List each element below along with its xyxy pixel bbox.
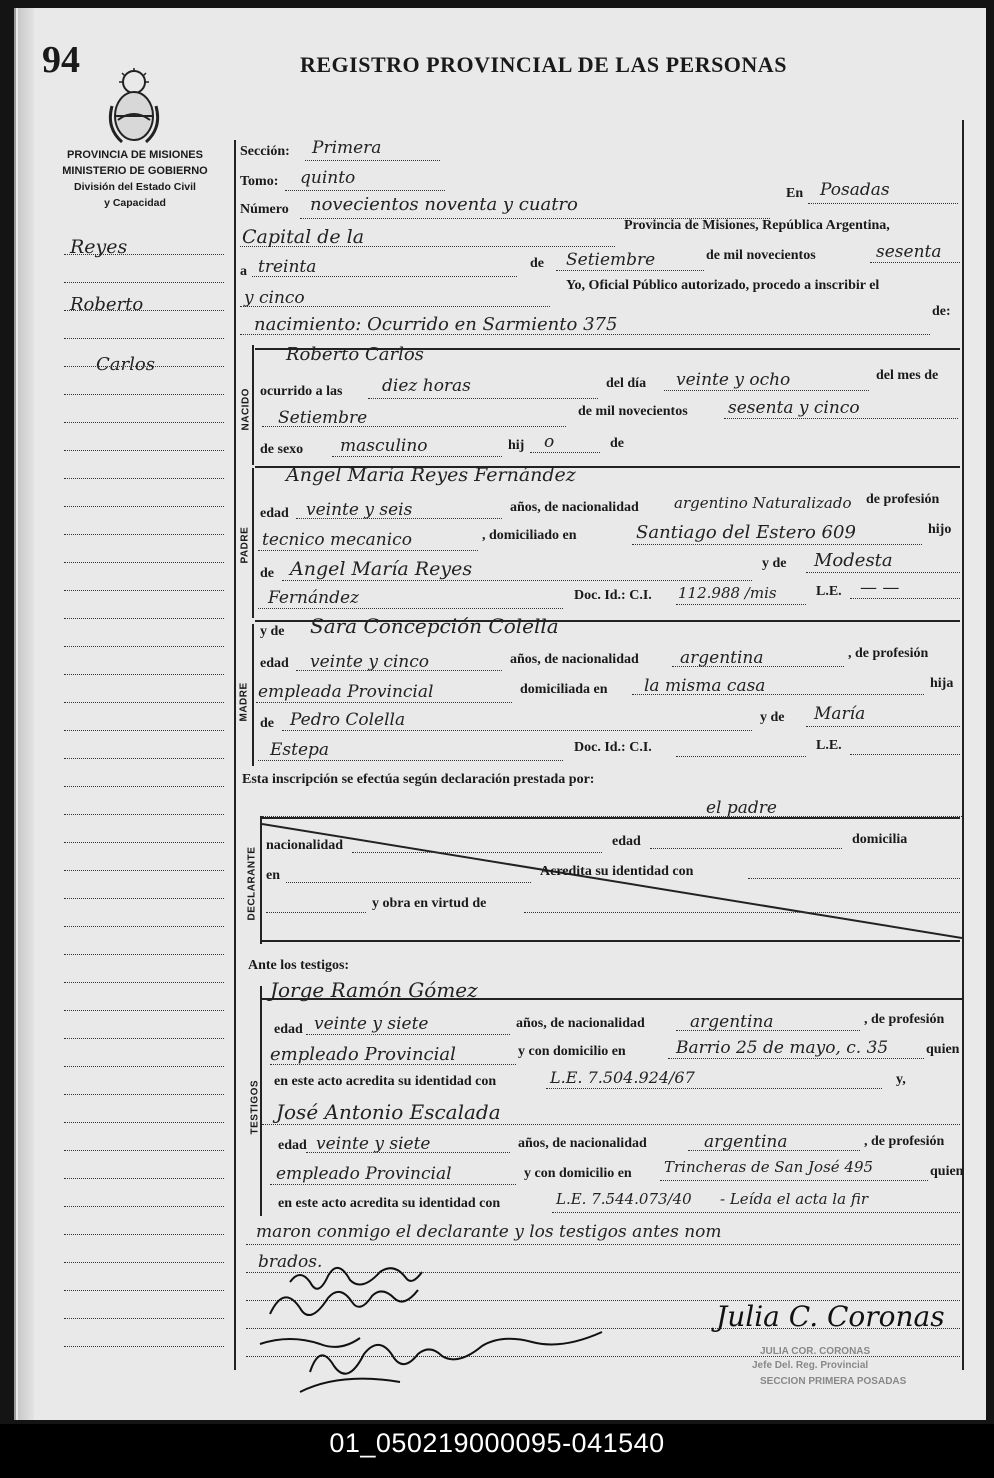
label-ocurrido: ocurrido a las [260, 384, 343, 399]
label-de-profesion-t2: , de profesión [864, 1134, 945, 1149]
padre-madre-2: Fernández [268, 588, 359, 608]
declarante-prestada-por: el padre [706, 798, 777, 818]
margin-rule [64, 870, 224, 871]
padre-madre-1: Modesta [814, 550, 893, 571]
label-de: de [530, 256, 544, 271]
margin-rule [64, 1010, 224, 1011]
margin-rule [64, 478, 224, 479]
label-anos-nac-t2: años, de nacionalidad [518, 1136, 647, 1151]
padre-domicilio: Santiago del Estero 609 [636, 522, 856, 543]
value-acta: nacimiento: Ocurrido en Sarmiento 375 [254, 314, 618, 335]
label-hija: hija [930, 676, 954, 691]
margin-rule [64, 1122, 224, 1123]
label-anos-nac-madre: años, de nacionalidad [510, 652, 639, 667]
madre-domicilio: la misma casa [644, 676, 766, 696]
value-mes: Setiembre [566, 250, 656, 270]
handwritten-signatures-icon [240, 1262, 660, 1412]
stamp-line-3: SECCION PRIMERA POSADAS [760, 1376, 907, 1387]
label-ante-testigos: Ante los testigos: [248, 958, 350, 973]
testigo2-domicilio: Trincheras de San José 495 [664, 1158, 874, 1176]
value-en: Posadas [820, 180, 890, 200]
margin-rule [64, 1178, 224, 1179]
label-provincia: Provincia de Misiones, República Argentina, [624, 218, 890, 233]
label-de-after-hij: de [610, 436, 624, 451]
testigo1-edad: veinte y siete [314, 1014, 429, 1034]
margin-rule [64, 338, 224, 339]
margin-rule [64, 366, 224, 367]
label-de-profesion-t1: , de profesión [864, 1012, 945, 1027]
testigo2-profesion: empleado Provincial [276, 1164, 452, 1184]
margin-rule [64, 646, 224, 647]
label-tomo: Tomo: [240, 174, 279, 189]
label-de-padre: de [260, 566, 274, 581]
stamp-line-1: JULIA COR. CORONAS [760, 1346, 871, 1357]
madre-box-rule [252, 624, 254, 766]
page-number: 94 [42, 39, 80, 81]
testigo2-nombre: José Antonio Escalada [276, 1100, 501, 1124]
margin-rule [64, 562, 224, 563]
margin-rule [64, 282, 224, 283]
margin-rule [64, 506, 224, 507]
testigo2-edad: veinte y siete [316, 1134, 431, 1154]
nacido-dia: veinte y ocho [676, 370, 791, 390]
declarante-top-rule [262, 817, 960, 819]
padre-nombre: Angel María Reyes Fernández [286, 464, 576, 486]
testigo1-nacionalidad: argentina [690, 1012, 774, 1032]
label-domicilia-dec: domicilia [852, 832, 908, 847]
label-y-con-dom-t2: y con domicilio en [524, 1166, 632, 1181]
label-anos-nac-padre: años, de nacionalidad [510, 500, 639, 515]
padre-box-rule [252, 468, 254, 618]
label-de-mil-2: de mil novecientos [578, 404, 688, 419]
margin-rule [64, 590, 224, 591]
label-y-t1: y, [896, 1072, 906, 1087]
label-le-padre: L.E. [816, 584, 842, 599]
side-label-madre: MADRE [238, 682, 250, 722]
main-vertical-rule [234, 140, 236, 1370]
nacido-mes: Setiembre [278, 408, 368, 428]
nacido-anio: sesenta y cinco [728, 398, 860, 418]
label-y-con-dom-t1: y con domicilio en [518, 1044, 626, 1059]
label-y-de-padre: y de [762, 556, 787, 571]
label-acredita-t1: en este acto acredita su identidad con [274, 1074, 497, 1089]
label-domiciliada-en: domiciliada en [520, 682, 608, 697]
madre-padre: Pedro Colella [290, 710, 406, 730]
margin-rule [64, 730, 224, 731]
label-inscripcion: Esta inscripción se efectúa según declaración prestada por: [242, 772, 595, 787]
label-en: En [786, 186, 804, 201]
label-en-dec: en [266, 868, 280, 883]
margin-rule [64, 842, 224, 843]
padre-le: — — [860, 578, 900, 598]
margin-rule [64, 982, 224, 983]
nacido-box-rule [252, 345, 254, 465]
value-anio-2: y cinco [244, 288, 305, 308]
margin-rule [64, 702, 224, 703]
margin-rule [64, 1038, 224, 1039]
margin-rule [64, 254, 224, 255]
padre-padre: Angel María Reyes [290, 558, 473, 580]
value-numero: novecientos noventa y cuatro [310, 194, 578, 215]
oficial-signature: Julia C. Coronas [716, 1300, 945, 1333]
madre-madre-1: María [814, 704, 866, 724]
label-hijo: hijo [928, 522, 952, 537]
margin-rule [64, 1346, 224, 1347]
margin-rule [64, 758, 224, 759]
label-quien-t1: quien [926, 1042, 960, 1057]
margin-rule [64, 422, 224, 423]
margin-second-name: Carlos [96, 354, 155, 375]
label-del-mes: del mes de [876, 368, 939, 383]
margin-rule [64, 534, 224, 535]
label-a: a [240, 264, 247, 279]
label-de-profesion-padre: de profesión [866, 492, 940, 507]
margin-rule [64, 1206, 224, 1207]
division-text-1: División del Estado Civil [74, 181, 196, 193]
testigo1-documento: L.E. 7.504.924/67 [550, 1068, 695, 1087]
margin-rule [64, 394, 224, 395]
label-yo-oficial: Yo, Oficial Público autorizado, procedo a inscribir el [566, 278, 880, 293]
label-quien-t2: quien [930, 1164, 964, 1179]
label-seccion: Sección: [240, 144, 290, 159]
division-text-2: y Capacidad [104, 197, 166, 209]
margin-rule [64, 450, 224, 451]
label-acredita-dec: Acredita su identidad con [540, 864, 694, 879]
label-domiciliado-en: , domiciliado en [482, 528, 577, 543]
padre-ci: 112.988 /mis [678, 584, 777, 602]
nacido-sexo: masculino [340, 436, 428, 456]
label-acredita-t2: en este acto acredita su identidad con [278, 1196, 501, 1211]
province-text: PROVINCIA DE MISIONES [67, 149, 203, 161]
nacido-hora: diez horas [382, 376, 471, 396]
value-tomo: quinto [300, 168, 356, 188]
side-label-nacido: NACIDO [240, 388, 252, 431]
label-de-madre: de [260, 716, 274, 731]
margin-rule [64, 926, 224, 927]
label-de-sexo: de sexo [260, 442, 304, 457]
label-doc-id-madre: Doc. Id.: C.I. [574, 740, 652, 755]
value-seccion: Primera [312, 138, 382, 158]
label-edad-t1: edad [274, 1022, 303, 1037]
label-nacionalidad-dec: nacionalidad [266, 838, 344, 853]
side-label-padre: PADRE [239, 526, 251, 564]
margin-rule [64, 1262, 224, 1263]
madre-nombre: Sara Concepción Colella [310, 614, 559, 638]
label-doc-id-padre: Doc. Id.: C.I. [574, 588, 652, 603]
margin-rule [64, 1066, 224, 1067]
margin-rule [64, 786, 224, 787]
label-edad-dec: edad [612, 834, 641, 849]
value-anio-1: sesenta [876, 242, 942, 262]
page-edge [18, 8, 34, 1420]
madre-edad: veinte y cinco [310, 652, 430, 672]
label-y-de-madre: y de [260, 624, 285, 639]
testigo2-nacionalidad: argentina [704, 1132, 788, 1152]
padre-nacionalidad: argentino Naturalizado [674, 494, 852, 512]
right-vertical-rule [962, 120, 964, 1370]
margin-rule [64, 814, 224, 815]
coat-of-arms-icon [108, 68, 160, 148]
madre-madre-2: Estepa [270, 740, 330, 760]
label-edad-padre: edad [260, 506, 289, 521]
margin-rule [64, 1234, 224, 1235]
label-y-de-madre-2: y de [760, 710, 785, 725]
stamp-line-2: Jefe Del. Reg. Provincial [752, 1360, 869, 1371]
testigo2-documento: L.E. 7.544.073/40 [556, 1190, 692, 1208]
label-edad-madre: edad [260, 656, 289, 671]
testigo1-profesion: empleado Provincial [270, 1044, 456, 1065]
label-de-mil: de mil novecientos [706, 248, 816, 263]
nacido-nombre: Roberto Carlos [286, 344, 424, 365]
label-del-dia: del día [606, 376, 647, 391]
label-y-obra: y obra en virtud de [372, 896, 487, 911]
page-title: REGISTRO PROVINCIAL DE LAS PERSONAS [300, 52, 787, 77]
margin-rule [64, 674, 224, 675]
label-anos-nac-t1: años, de nacionalidad [516, 1016, 645, 1031]
madre-nacionalidad: argentina [680, 648, 764, 668]
label-de-profesion-madre: , de profesión [848, 646, 929, 661]
testigo2-closing-1: - Leída el acta la fir [720, 1190, 868, 1208]
side-label-declarante: DECLARANTE [246, 846, 258, 921]
footer-code: 01_050219000095-041540 [329, 1428, 665, 1458]
side-label-testigos: TESTIGOS [249, 1079, 261, 1135]
margin-first-name: Roberto [70, 294, 144, 315]
declarante-bottom-rule [262, 940, 960, 942]
testigo1-domicilio: Barrio 25 de mayo, c. 35 [676, 1038, 889, 1058]
testigo1-nombre: Jorge Ramón Gómez [270, 978, 478, 1002]
margin-rule [64, 310, 224, 311]
ministry-heading [40, 147, 230, 211]
padre-edad: veinte y seis [306, 500, 413, 520]
value-dia: treinta [258, 257, 317, 277]
margin-surname: Reyes [70, 236, 128, 258]
margin-rule [64, 1094, 224, 1095]
label-numero: Número [240, 202, 289, 217]
margin-rule [64, 1290, 224, 1291]
margin-rule [64, 1150, 224, 1151]
testigo2-closing-2: maron conmigo el declarante y los testigos antes nom [256, 1222, 722, 1242]
label-le-madre: L.E. [816, 738, 842, 753]
label-edad-t2: edad [278, 1138, 307, 1153]
margin-rule [64, 954, 224, 955]
value-capital: Capital de la [242, 226, 365, 248]
nacido-hijo-suffix: o [544, 432, 555, 452]
madre-profesion: empleada Provincial [258, 682, 434, 702]
margin-rule [64, 618, 224, 619]
margin-rule [64, 898, 224, 899]
ministry-text: MINISTERIO DE GOBIERNO [62, 165, 208, 177]
label-de-colon: de: [932, 304, 951, 319]
label-hij: hij [508, 438, 525, 453]
testigo2-closing-3: brados. [258, 1252, 323, 1272]
padre-profesion: tecnico mecanico [262, 530, 412, 550]
margin-rule [64, 1318, 224, 1319]
